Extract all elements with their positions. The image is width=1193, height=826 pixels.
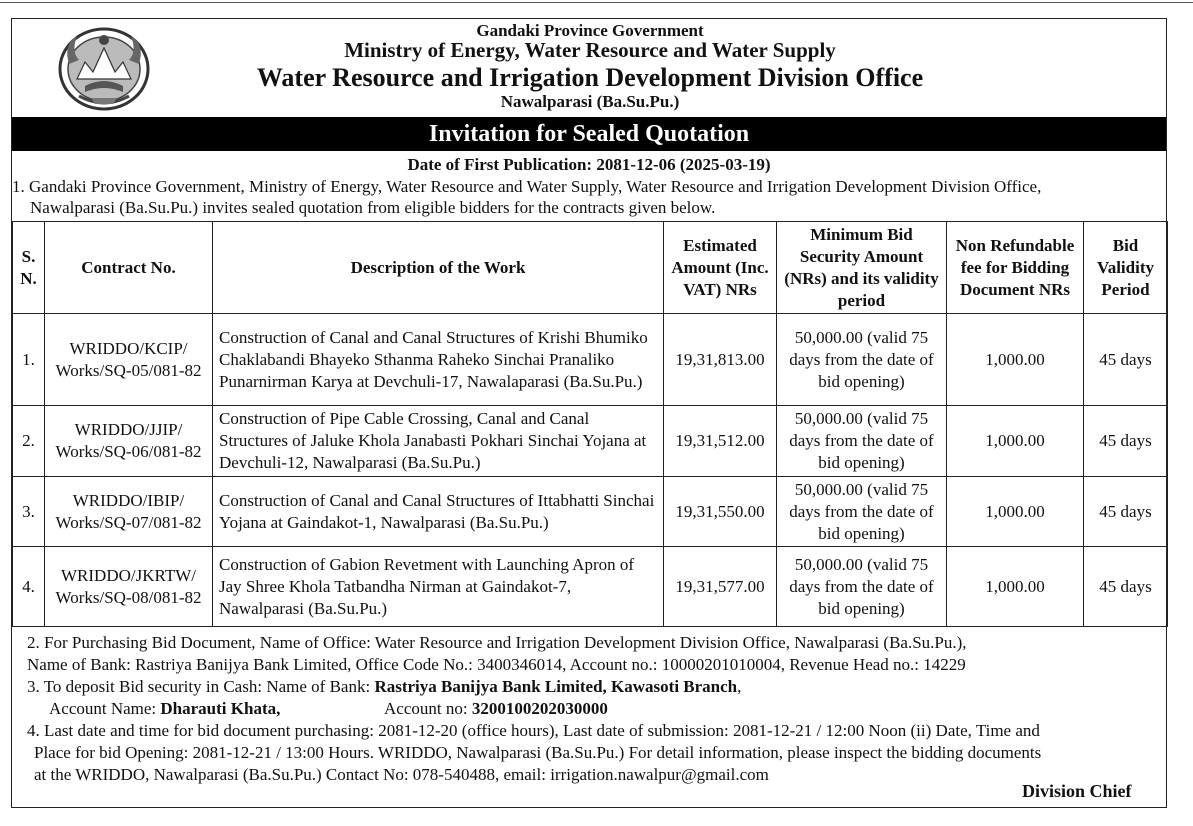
row-document-fee: 1,000.00 — [947, 477, 1084, 547]
note-3-line-2 — [49, 698, 280, 720]
table-row — [13, 314, 1168, 406]
row-description: Construction of Canal and Canal Structures of Krishi Bhumiko Chaklabandi Bhayeko Sthanma Raheko Sinchai Pranaliko Punarnirman Karya at Devchuli-17, Nawalaparasi (Ba.Su.Pu.) — [213, 314, 664, 406]
account-number-label: Account no: — [384, 699, 472, 718]
note-3-bank: Rastriya Banijya Bank Limited, Kawasoti Branch — [374, 677, 738, 696]
signature-title: Division Chief — [1022, 781, 1132, 801]
row-bid-validity: 45 days — [1084, 314, 1168, 406]
row-bid-validity: 45 days — [1084, 477, 1168, 547]
table-row — [13, 406, 1168, 477]
note-3-line-1 — [27, 676, 741, 698]
note-4-line-3: at the WRIDDO, Nawalparasi (Ba.Su.Pu.) Contact No: 078-540488, email: irrigation.nawalpur@gmail.com — [34, 765, 769, 784]
notice-title-banner: Invitation for Sealed Quotation — [12, 117, 1166, 151]
government-name: Gandaki Province Government — [476, 21, 704, 40]
header-estimated-amount: Estimated Amount (Inc. VAT) NRs — [664, 222, 777, 314]
row-contract-no: WRIDDO/JKRTW/ Works/SQ-08/081-82 — [45, 547, 213, 627]
account-name-label: Account Name: — [49, 699, 161, 718]
top-rule — [0, 2, 1193, 3]
row-sn: 1. — [13, 314, 45, 406]
account-number-line — [384, 698, 608, 720]
row-description: Construction of Canal and Canal Structures of Ittabhatti Sinchai Yojana at Gaindakot-1, Nawalparasi (Ba.Su.Pu.) — [213, 477, 664, 547]
province-emblem-icon — [55, 24, 153, 114]
header-sn: S. N. — [13, 222, 45, 314]
note-3-comma: , — [737, 677, 742, 696]
row-estimated-amount: 19,31,813.00 — [664, 314, 777, 406]
row-estimated-amount: 19,31,550.00 — [664, 477, 777, 547]
row-estimated-amount: 19,31,577.00 — [664, 547, 777, 627]
intro-line-1: 1. Gandaki Province Government, Ministry of Energy, Water Resource and Water Supply, Water Resource and Irrigation Development Division Office, — [12, 177, 1042, 196]
row-contract-no: WRIDDO/KCIP/ Works/SQ-05/081-82 — [45, 314, 213, 406]
account-number: 3200100202030000 — [471, 699, 608, 718]
row-sn: 2. — [13, 406, 45, 477]
header-bid-security: Minimum Bid Security Amount (NRs) and its validity period — [777, 222, 947, 314]
row-contract-no: WRIDDO/JJIP/ Works/SQ-06/081-82 — [45, 406, 213, 477]
row-contract-no: WRIDDO/IBIP/ Works/SQ-07/081-82 — [45, 477, 213, 547]
office-name: Water Resource and Irrigation Development Division Office — [256, 63, 924, 92]
header-contract-no: Contract No. — [45, 222, 213, 314]
note-2-line-1: 2. For Purchasing Bid Document, Name of Office: Water Resource and Irrigation Development Division Office, Nawalparasi (Ba.Su.Pu.), — [27, 633, 967, 652]
row-sn: 3. — [13, 477, 45, 547]
row-bid-security: 50,000.00 (valid 75 days from the date of bid opening) — [777, 547, 947, 627]
table-header-row — [13, 222, 1168, 314]
note-3-prefix: 3. To deposit Bid security in Cash: Name of Bank: — [27, 677, 375, 696]
header-document-fee: Non Refundable fee for Bidding Document NRs — [947, 222, 1084, 314]
row-description: Construction of Gabion Revetment with Launching Apron of Jay Shree Khola Tatbandha Nirman at Gaindakot-7, Nawalparasi (Ba.Su.Pu.) — [213, 547, 664, 627]
row-bid-validity: 45 days — [1084, 547, 1168, 627]
office-location: Nawalparasi (Ba.Su.Pu.) — [500, 92, 680, 111]
row-sn: 4. — [13, 547, 45, 627]
row-bid-validity: 45 days — [1084, 406, 1168, 477]
account-name: Dharauti Khata, — [160, 699, 281, 718]
table-row — [13, 477, 1168, 547]
row-bid-security: 50,000.00 (valid 75 days from the date of bid opening) — [777, 314, 947, 406]
row-document-fee: 1,000.00 — [947, 406, 1084, 477]
row-document-fee: 1,000.00 — [947, 314, 1084, 406]
row-description: Construction of Pipe Cable Crossing, Canal and Canal Structures of Jaluke Khola Janabasti Pokhari Sinchai Yojana at Devchuli-12, Nawalparasi (Ba.Su.Pu.) — [213, 406, 664, 477]
note-2-line-2: Name of Bank: Rastriya Banijya Bank Limited, Office Code No.: 3400346014, Account no.: 10000201010004, Revenue Head no.: 14229 — [27, 655, 966, 674]
row-document-fee: 1,000.00 — [947, 547, 1084, 627]
row-bid-security: 50,000.00 (valid 75 days from the date of bid opening) — [777, 477, 947, 547]
note-4-line-2: Place for bid Opening: 2081-12-21 / 13:00 Hours. WRIDDO, Nawalparasi (Ba.Su.Pu.) For detail information, please inspect the bidding documents — [34, 743, 1042, 762]
header-description: Description of the Work — [213, 222, 664, 314]
header-bid-validity: Bid Validity Period — [1084, 222, 1168, 314]
row-bid-security: 50,000.00 (valid 75 days from the date of bid opening) — [777, 406, 947, 477]
row-estimated-amount: 19,31,512.00 — [664, 406, 777, 477]
contracts-table — [12, 221, 1168, 627]
publication-date: Date of First Publication: 2081-12-06 (2025-03-19) — [407, 155, 771, 174]
table-row — [13, 547, 1168, 627]
intro-line-2: Nawalparasi (Ba.Su.Pu.) invites sealed quotation from eligible bidders for the contracts given below. — [30, 198, 716, 217]
ministry-name: Ministry of Energy, Water Resource and Water Supply — [344, 38, 836, 62]
note-4-line-1: 4. Last date and time for bid document purchasing: 2081-12-20 (office hours), Last date of submission: 2081-12-21 / 12:00 Noon (ii) Date, Time and — [27, 721, 1040, 740]
